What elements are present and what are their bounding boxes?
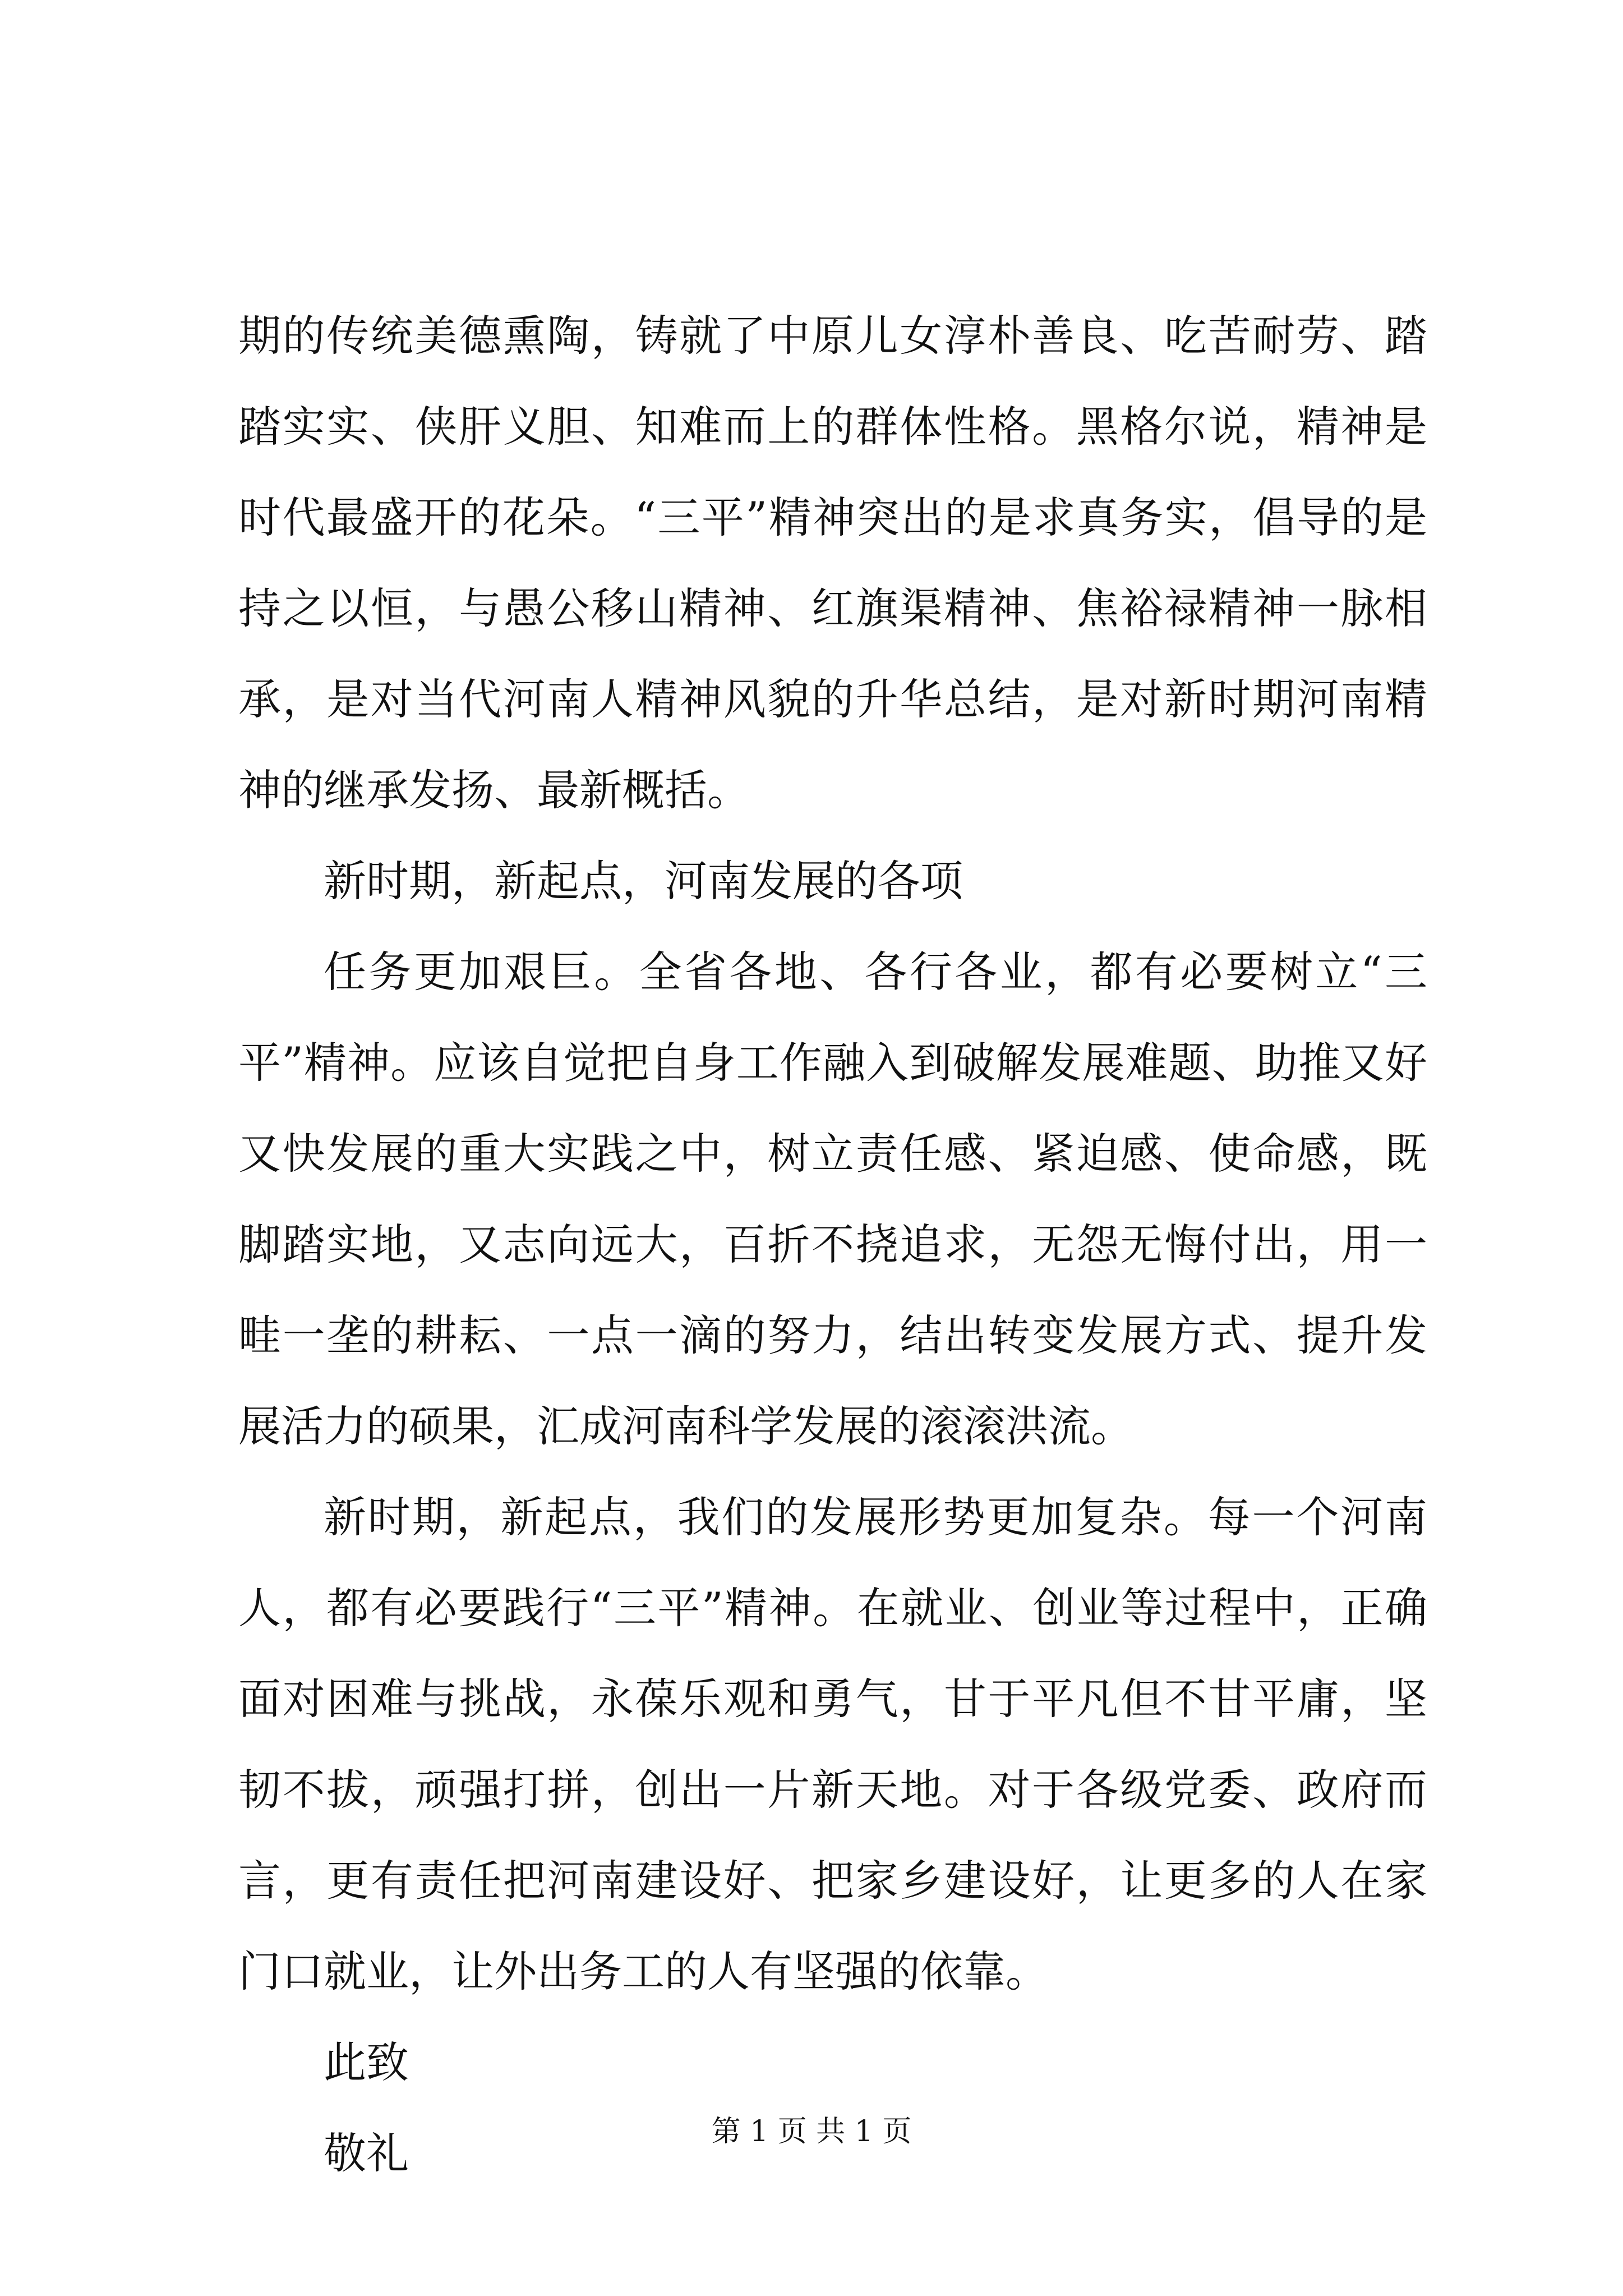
document-body: [238, 291, 1427, 2199]
closing-regards: 敬礼: [324, 2128, 409, 2178]
page-footer: 第 1 页 共 1 页: [711, 2115, 912, 2148]
paragraph-2: 新时期，新起点，河南发展的各项: [324, 856, 963, 906]
paragraph-4: 新时期，新起点，我们的发展形势更加复杂。每一个河南人，都有必要践行“三平”精神。在就业、创业等过程中，正确面对困难与挑战，永葆乐观和勇气，甘于平凡但不甘平庸，坚韧不拔，顽强打拼，创出一片新天地。对于各级党委、政府而言，更有责任把河南建设好、把家乡建设好，让更多的人在家门口就业，让外出务工的人有坚强的依靠。: [238, 1492, 1427, 1996]
closing-salutation: 此致: [324, 2037, 409, 2087]
paragraph-3: 任务更加艰巨。全省各地、各行各业，都有必要树立“三平”精神。应该自觉把自身工作融入到破解发展难题、助推又好又快发展的重大实践之中，树立责任感、紧迫感、使命感，既脚踏实地，又志向远大，百折不挠追求，无怨无悔付出，用一畦一垄的耕耘、一点一滴的努力，结出转变发展方式、提升发展活力的硕果，汇成河南科学发展的滚滚洪流。: [238, 947, 1427, 1451]
paragraph-1: 期的传统美德熏陶，铸就了中原儿女淳朴善良、吃苦耐劳、踏踏实实、侠肝义胆、知难而上的群体性格。黑格尔说，精神是时代最盛开的花朵。“三平”精神突出的是求真务实，倡导的是持之以恒，与愚公移山精神、红旗渠精神、焦裕禄精神一脉相承，是对当代河南人精神风貌的升华总结，是对新时期河南精神的继承发扬、最新概括。: [238, 311, 1427, 815]
